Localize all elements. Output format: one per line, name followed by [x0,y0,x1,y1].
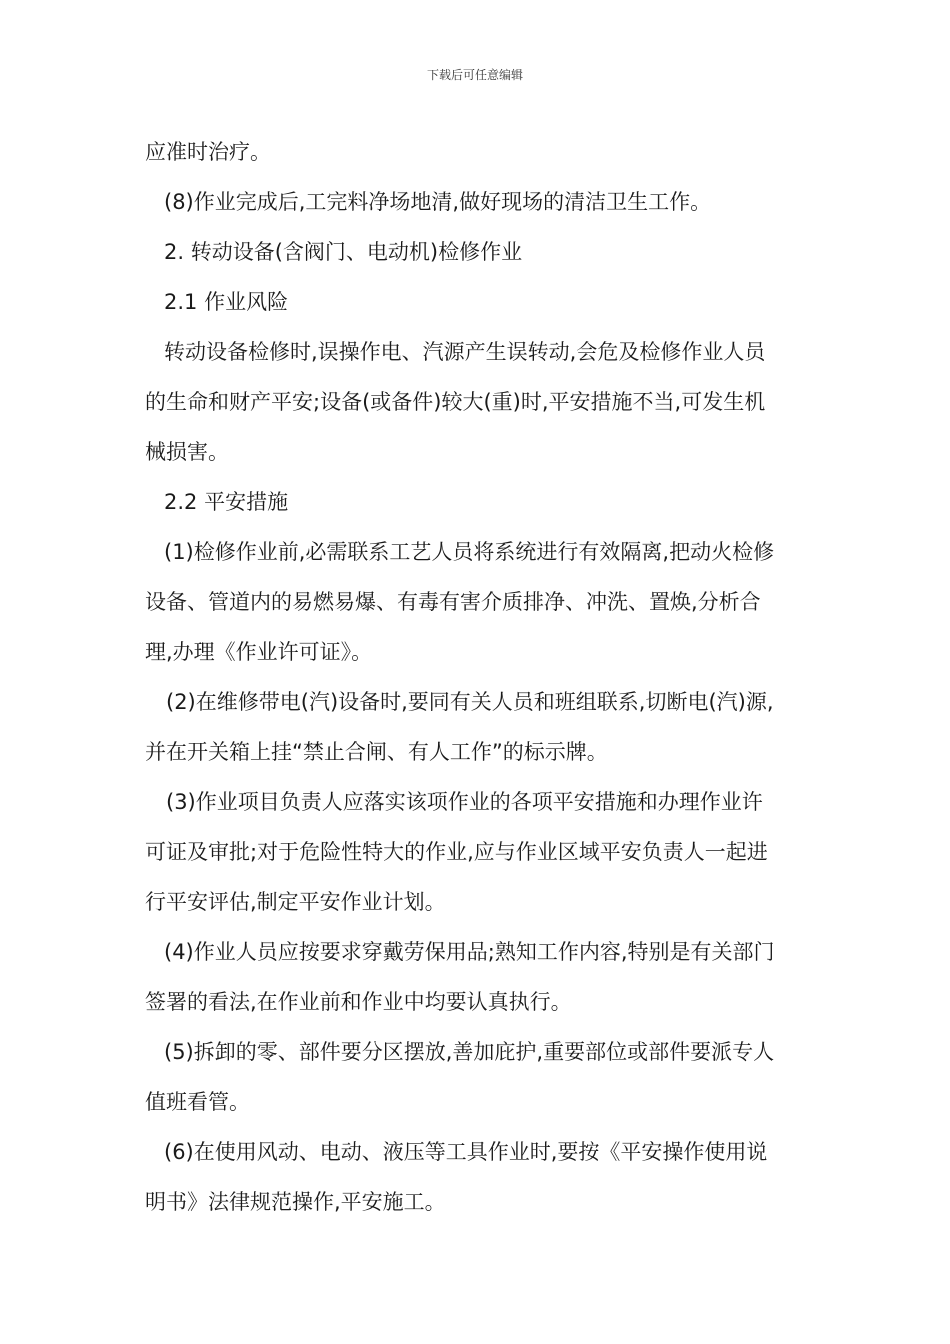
section-heading: 2. 转动设备(含阀门、电动机)检修作业 [164,240,523,264]
text-line: 理,办理《作业许可证》。 [145,640,373,664]
text-line: 设备、管道内的易燃易爆、有毒有害介质排净、冲洗、置焕,分析合 [145,590,761,614]
text-line: 械损害。 [145,440,229,464]
text-line: (6)在使用风动、电动、液压等工具作业时,要按《平安操作使用说 [164,1140,768,1164]
subsection-heading: 2.2 平安措施 [164,490,289,514]
page-header-note: 下载后可任意编辑 [426,68,523,82]
document-body [145,127,810,1227]
text-line: 的生命和财产平安;设备(或备件)较大(重)时,平安措施不当,可发生机 [145,390,766,414]
text-line: 应准时治疗。 [145,140,271,164]
text-line: (3)作业项目负责人应落实该项作业的各项平安措施和办理作业许 [166,790,763,814]
text-line: (5)拆卸的零、部件要分区摆放,善加庇护,重要部位或部件要派专人 [164,1040,775,1064]
text-line: 并在开关箱上挂“禁止合闸、有人工作”的标示牌。 [145,740,608,764]
text-line: (4)作业人员应按要求穿戴劳保用品;熟知工作内容,特别是有关部门 [164,940,775,964]
text-line: 签署的看法,在作业前和作业中均要认真执行。 [145,990,572,1014]
text-line: (8)作业完成后,工完料净场地清,做好现场的清洁卫生工作。 [164,190,712,214]
text-line: 转动设备检修时,误操作电、汽源产生误转动,会危及检修作业人员 [164,340,766,364]
text-line: 明书》法律规范操作,平安施工。 [145,1190,446,1214]
text-line: 行平安评估,制定平安作业计划。 [145,890,446,914]
text-line: (1)检修作业前,必需联系工艺人员将系统进行有效隔离,把动火检修 [164,540,775,564]
text-line: 值班看管。 [145,1090,250,1114]
text-line: (2)在维修带电(汽)设备时,要同有关人员和班组联系,切断电(汽)源, [166,690,774,714]
text-line: 可证及审批;对于危险性特大的作业,应与作业区域平安负责人一起进 [145,840,768,864]
subsection-heading: 2.1 作业风险 [164,290,289,314]
